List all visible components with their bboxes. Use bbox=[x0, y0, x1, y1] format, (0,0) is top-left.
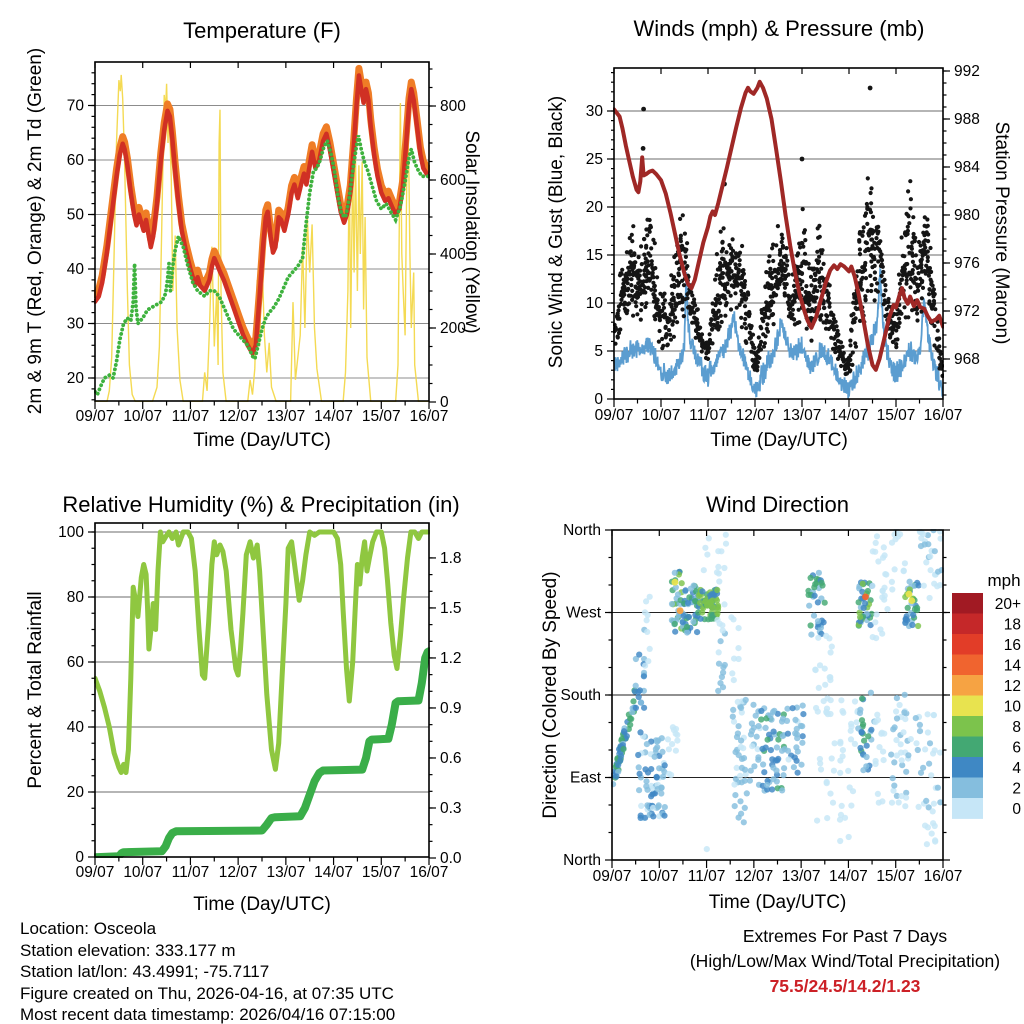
svg-text:400: 400 bbox=[440, 246, 466, 263]
footer-timestamp: Most recent data timestamp: 2026/04/16 07:15:00 bbox=[20, 1005, 396, 1024]
svg-text:10/07: 10/07 bbox=[641, 407, 681, 424]
svg-text:10/07: 10/07 bbox=[123, 408, 163, 425]
svg-text:12/07: 12/07 bbox=[735, 407, 775, 424]
svg-text:13/07: 13/07 bbox=[782, 407, 822, 424]
svg-text:12/07: 12/07 bbox=[218, 408, 258, 425]
svg-text:18: 18 bbox=[1003, 616, 1021, 634]
svg-text:972: 972 bbox=[954, 303, 980, 320]
svg-text:20: 20 bbox=[66, 370, 84, 387]
y-axis-label-wind-left: Sonic Wind & Gust (Blue, Black) bbox=[546, 95, 567, 369]
svg-text:10/07: 10/07 bbox=[123, 864, 163, 881]
svg-text:13/07: 13/07 bbox=[266, 408, 306, 425]
svg-text:12/07: 12/07 bbox=[218, 864, 258, 881]
colorbar-units-label: mph bbox=[987, 571, 1021, 590]
svg-text:50: 50 bbox=[66, 206, 84, 224]
svg-text:40: 40 bbox=[66, 261, 84, 278]
svg-text:09/07: 09/07 bbox=[75, 408, 115, 425]
x-axis-label-winds: Time (Day/UTC) bbox=[710, 430, 848, 451]
svg-text:09/07: 09/07 bbox=[75, 864, 115, 881]
svg-text:15/07: 15/07 bbox=[361, 864, 401, 881]
svg-text:09/07: 09/07 bbox=[592, 868, 632, 885]
svg-text:15/07: 15/07 bbox=[361, 408, 401, 425]
svg-text:14: 14 bbox=[1003, 657, 1021, 675]
svg-text:6: 6 bbox=[1012, 739, 1021, 757]
chart-title-humidity-precip: Relative Humidity (%) & Precipitation (in) bbox=[62, 492, 460, 517]
svg-text:0: 0 bbox=[440, 394, 449, 411]
y-axis-label-pressure-right: Station Pressure (Maroon) bbox=[991, 121, 1012, 345]
svg-text:984: 984 bbox=[954, 159, 980, 176]
y-axis-label-direction-left: Direction (Colored By Speed) bbox=[540, 571, 561, 819]
svg-text:1.5: 1.5 bbox=[440, 599, 462, 617]
svg-text:16/07: 16/07 bbox=[923, 868, 963, 885]
svg-text:14/07: 14/07 bbox=[829, 407, 869, 424]
svg-text:30: 30 bbox=[585, 103, 603, 120]
extremes-subtitle: (High/Low/Max Wind/Total Precipitation) bbox=[689, 951, 1001, 971]
svg-text:16/07: 16/07 bbox=[409, 408, 449, 425]
svg-text:968: 968 bbox=[954, 351, 980, 368]
svg-text:16/07: 16/07 bbox=[923, 407, 963, 424]
svg-text:South: South bbox=[560, 686, 601, 704]
svg-text:11/07: 11/07 bbox=[689, 407, 727, 424]
wind-direction-chart bbox=[560, 522, 962, 885]
svg-text:14/07: 14/07 bbox=[314, 408, 353, 425]
x-axis-label-temperature: Time (Day/UTC) bbox=[193, 430, 331, 451]
svg-text:0.0: 0.0 bbox=[440, 850, 462, 867]
svg-text:North: North bbox=[563, 852, 601, 869]
svg-text:0: 0 bbox=[75, 849, 84, 866]
extremes-title: Extremes For Past 7 Days bbox=[742, 926, 948, 946]
svg-text:0: 0 bbox=[1012, 800, 1021, 818]
svg-text:0.9: 0.9 bbox=[440, 699, 462, 717]
svg-text:4: 4 bbox=[1012, 759, 1021, 777]
chart-title-temperature: Temperature (F) bbox=[183, 18, 341, 43]
svg-text:70: 70 bbox=[66, 97, 84, 115]
svg-text:15/07: 15/07 bbox=[876, 868, 916, 885]
speed-colorbar bbox=[952, 593, 1021, 819]
svg-text:10: 10 bbox=[1003, 698, 1021, 716]
svg-text:988: 988 bbox=[954, 111, 980, 128]
svg-text:North: North bbox=[563, 521, 601, 539]
x-axis-label-wind-direction: Time (Day/UTC) bbox=[708, 892, 847, 913]
humidity-series-group bbox=[95, 532, 429, 857]
svg-text:1.2: 1.2 bbox=[440, 649, 462, 667]
svg-text:12/07: 12/07 bbox=[734, 868, 774, 885]
svg-text:992: 992 bbox=[954, 63, 980, 80]
svg-text:10: 10 bbox=[585, 295, 603, 312]
svg-text:200: 200 bbox=[440, 320, 466, 337]
svg-text:976: 976 bbox=[954, 255, 980, 272]
temperature-chart bbox=[67, 62, 466, 425]
temperature-series bbox=[95, 68, 429, 402]
svg-text:12: 12 bbox=[1003, 677, 1021, 695]
svg-text:15/07: 15/07 bbox=[876, 407, 916, 424]
footer-latlon: Station lat/lon: 43.4991; -75.7117 bbox=[20, 962, 270, 982]
svg-text:16: 16 bbox=[1003, 636, 1021, 654]
y-axis-label-temperature-left: 2m & 9m T (Red, Orange) & 2m Td (Green) bbox=[25, 47, 46, 415]
svg-text:16/07: 16/07 bbox=[409, 864, 449, 881]
winds-pressure-chart bbox=[586, 63, 980, 424]
chart-title-winds-pressure: Winds (mph) & Pressure (mb) bbox=[633, 16, 925, 41]
temp-9m-series bbox=[95, 68, 429, 346]
footer-elevation: Station elevation: 333.177 m bbox=[20, 940, 236, 960]
svg-text:30: 30 bbox=[66, 315, 84, 333]
svg-text:11/07: 11/07 bbox=[687, 868, 726, 885]
y-axis-label-solar-right: Solar Insolation (Yellow) bbox=[461, 130, 482, 334]
station-info-footer bbox=[20, 918, 395, 1024]
x-axis-label-humidity: Time (Day/UTC) bbox=[193, 894, 331, 915]
footer-location: Location: Osceola bbox=[20, 919, 157, 938]
svg-text:20: 20 bbox=[66, 784, 84, 801]
svg-text:13/07: 13/07 bbox=[266, 864, 306, 881]
svg-text:800: 800 bbox=[440, 98, 466, 115]
svg-text:14/07: 14/07 bbox=[314, 864, 353, 881]
svg-text:5: 5 bbox=[594, 343, 603, 360]
svg-text:60: 60 bbox=[66, 654, 84, 671]
svg-text:15: 15 bbox=[585, 247, 603, 264]
svg-text:600: 600 bbox=[440, 172, 466, 189]
y-axis-label-humidity-left: Percent & Total Rainfall bbox=[25, 591, 46, 789]
svg-text:40: 40 bbox=[66, 719, 84, 736]
svg-text:25: 25 bbox=[585, 151, 603, 168]
svg-text:980: 980 bbox=[954, 207, 980, 224]
svg-text:20: 20 bbox=[585, 199, 603, 216]
svg-text:11/07: 11/07 bbox=[171, 408, 210, 425]
svg-text:8: 8 bbox=[1012, 718, 1021, 736]
extremes-block bbox=[645, 924, 1024, 999]
svg-text:20+: 20+ bbox=[994, 595, 1021, 613]
svg-text:0.3: 0.3 bbox=[440, 799, 462, 817]
chart-title-wind-direction: Wind Direction bbox=[705, 492, 850, 517]
svg-text:East: East bbox=[569, 769, 601, 787]
svg-text:0.6: 0.6 bbox=[440, 749, 462, 767]
svg-text:2: 2 bbox=[1012, 780, 1021, 798]
svg-text:13/07: 13/07 bbox=[781, 868, 821, 885]
svg-text:09/07: 09/07 bbox=[594, 407, 634, 424]
svg-text:0: 0 bbox=[594, 391, 603, 408]
svg-text:100: 100 bbox=[58, 524, 84, 541]
rainfall-series bbox=[95, 651, 429, 857]
svg-text:14/07: 14/07 bbox=[829, 868, 868, 885]
extremes-values: 75.5/24.5/14.2/1.23 bbox=[769, 976, 921, 996]
svg-text:60: 60 bbox=[66, 152, 84, 169]
svg-text:1.8: 1.8 bbox=[440, 549, 462, 567]
svg-text:West: West bbox=[565, 604, 601, 622]
svg-text:11/07: 11/07 bbox=[171, 864, 210, 881]
svg-text:10/07: 10/07 bbox=[639, 868, 679, 885]
humidity-precip-chart bbox=[58, 523, 462, 881]
svg-text:80: 80 bbox=[66, 589, 84, 606]
footer-created: Figure created on Thu, 2026-04-16, at 07:35 UTC bbox=[20, 983, 394, 1003]
wind-direction-dots bbox=[610, 527, 945, 852]
